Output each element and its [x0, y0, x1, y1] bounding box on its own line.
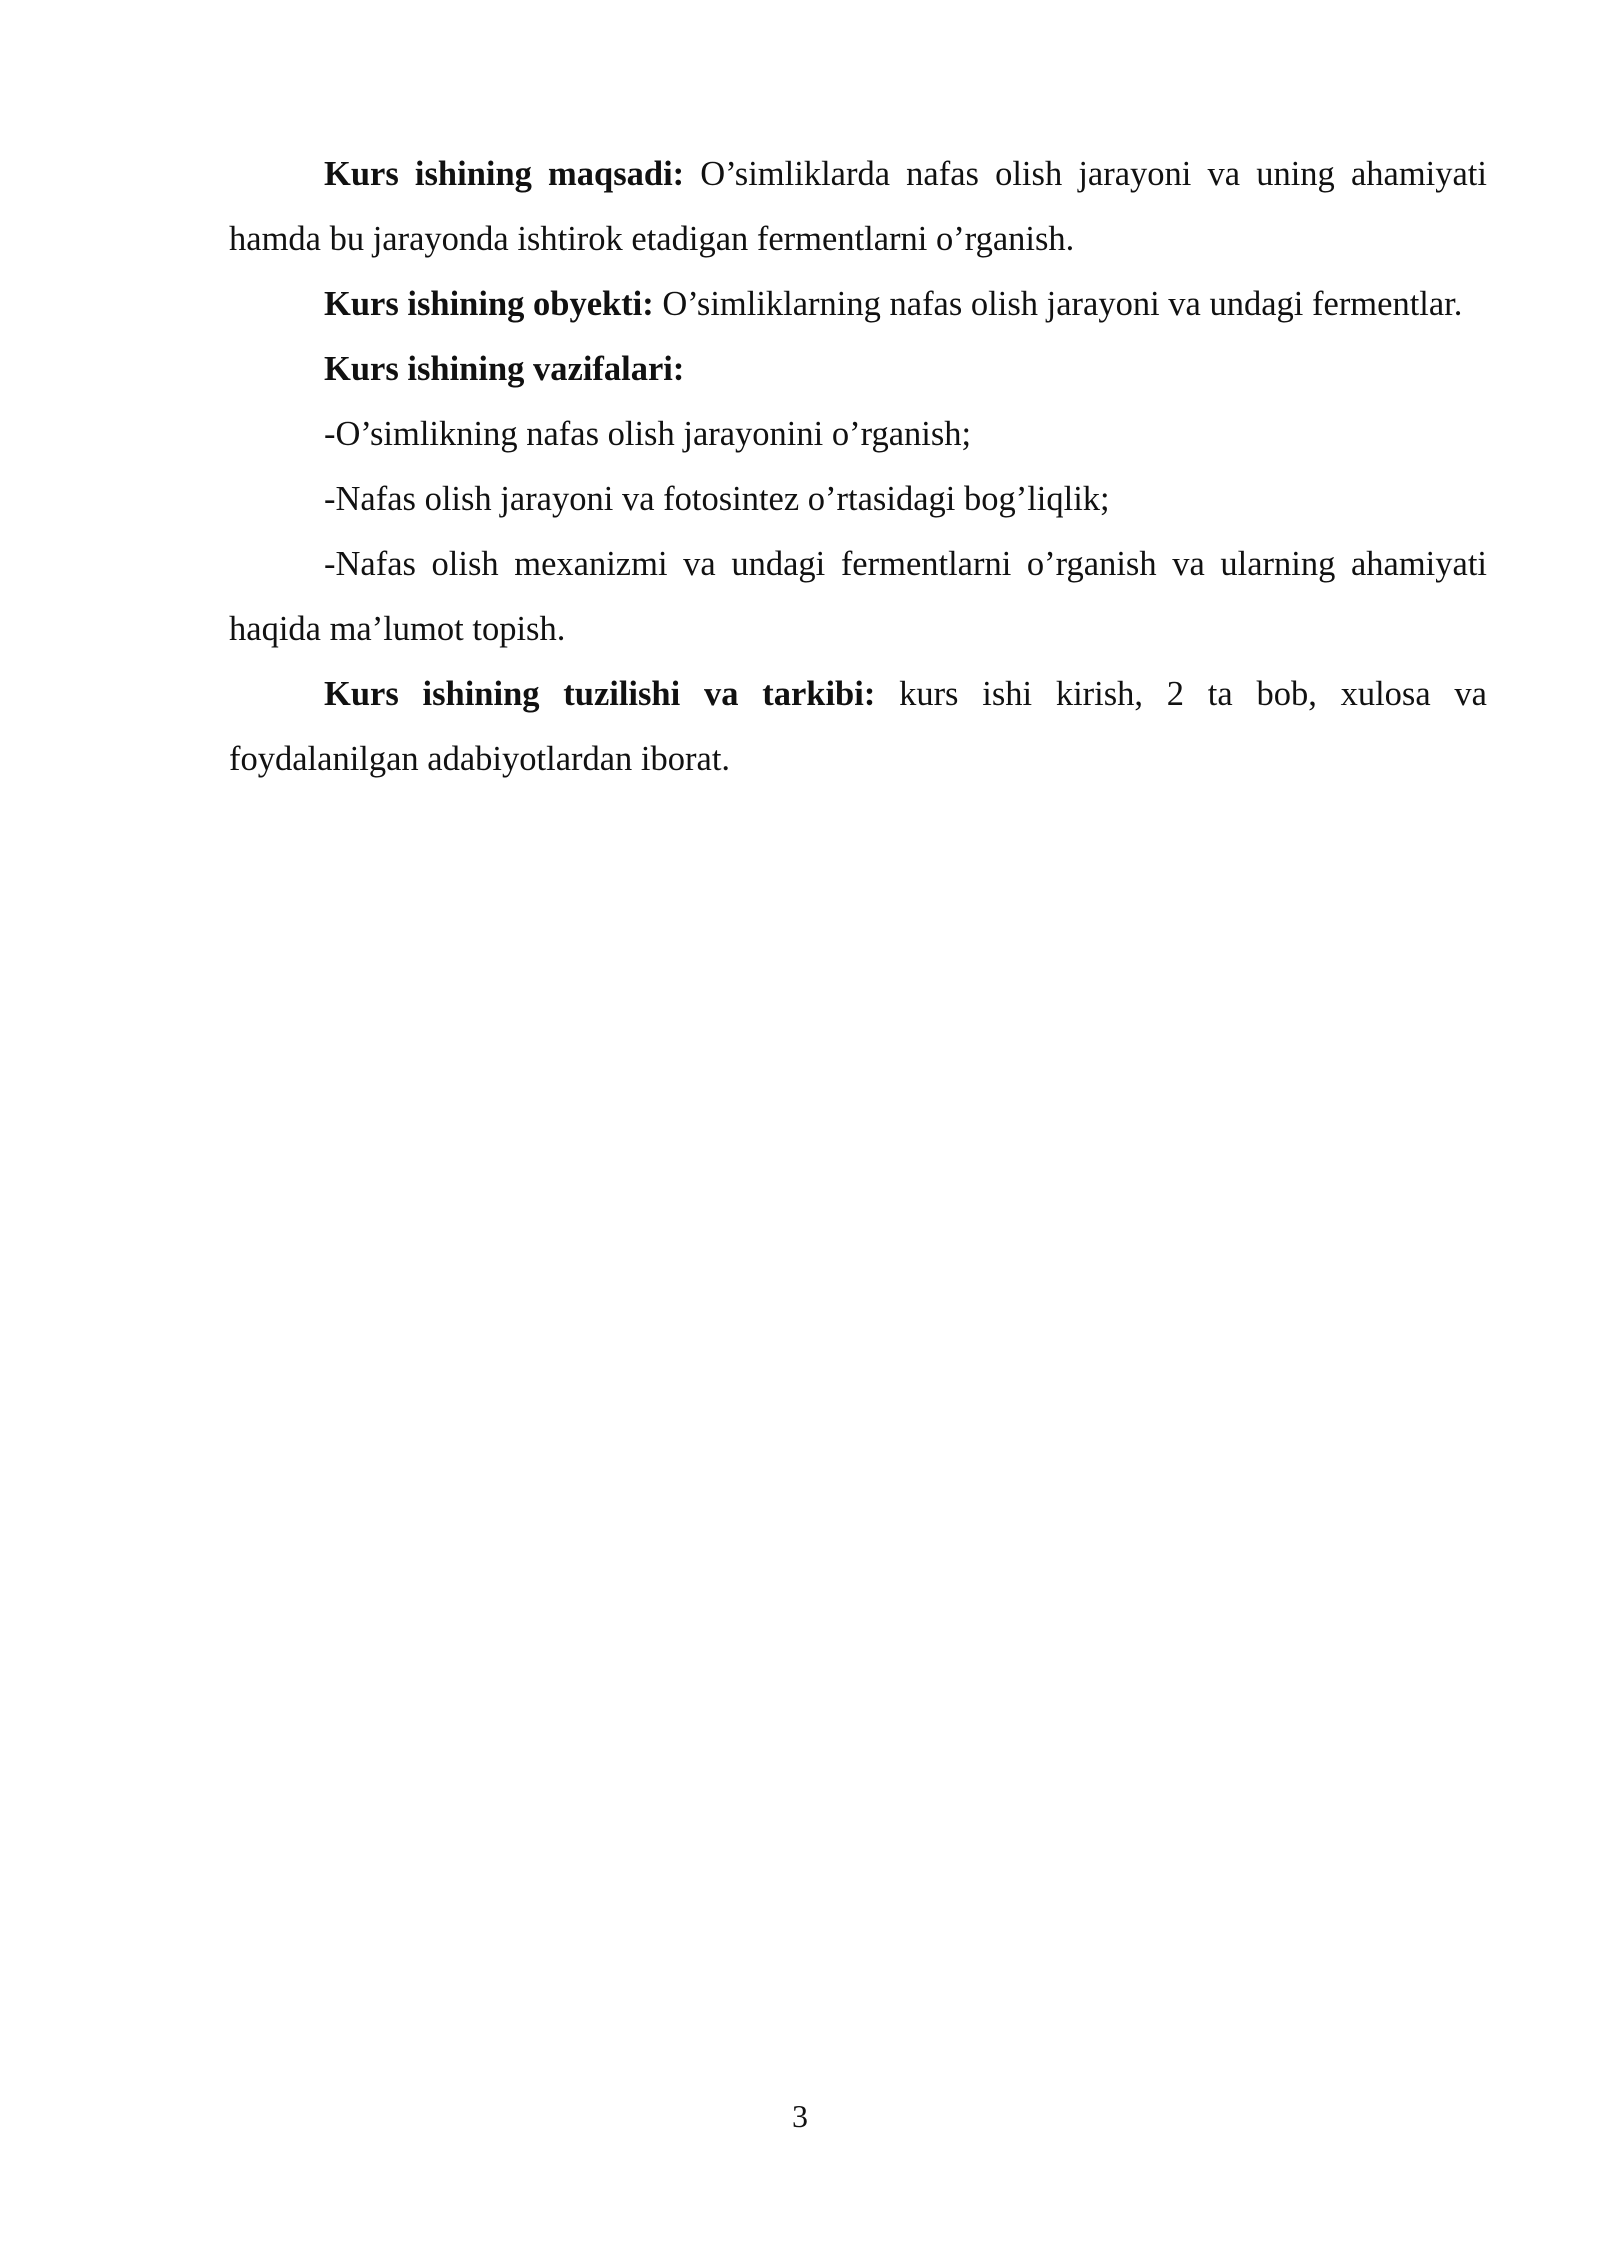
- task-item-text: -Nafas olish mexanizmi va undagi fermentlarni o’rganish va ularning ahamiyati haqida ma’lumot topish.: [229, 545, 1487, 648]
- task-item-2: [229, 467, 1487, 532]
- task-item-text: -O’simlikning nafas olish jarayonini o’rganish;: [324, 415, 972, 453]
- document-body: [229, 142, 1487, 792]
- task-item-text: -Nafas olish jarayoni va fotosintez o’rtasidagi bog’liqlik;: [324, 480, 1110, 518]
- paragraph-label: Kurs ishining vazifalari:: [324, 350, 685, 388]
- page-number: 3: [792, 2098, 808, 2134]
- paragraph-text: kurs ishi kirish, 2 ta bob, xulosa va foydalanilgan adabiyotlardan iborat.: [229, 675, 1487, 778]
- paragraph-label: Kurs ishining obyekti:: [324, 285, 654, 323]
- paragraph-obyekti: [229, 272, 1487, 337]
- paragraph-label: Kurs ishining maqsadi:: [324, 155, 685, 193]
- paragraph-vazifalari-heading: [229, 337, 1487, 402]
- task-item-3: [229, 532, 1487, 662]
- paragraph-text: O’simliklarning nafas olish jarayoni va undagi fermentlar.: [653, 285, 1463, 323]
- paragraph-tuzilishi: [229, 662, 1487, 792]
- task-item-1: [229, 402, 1487, 467]
- paragraph-maqsadi: [229, 142, 1487, 272]
- paragraph-text: O’simliklarda nafas olish jarayoni va uning ahamiyati hamda bu jarayonda ishtirok etadigan fermentlarni o’rganish.: [229, 155, 1487, 258]
- paragraph-label: Kurs ishining tuzilishi va tarkibi:: [324, 675, 876, 713]
